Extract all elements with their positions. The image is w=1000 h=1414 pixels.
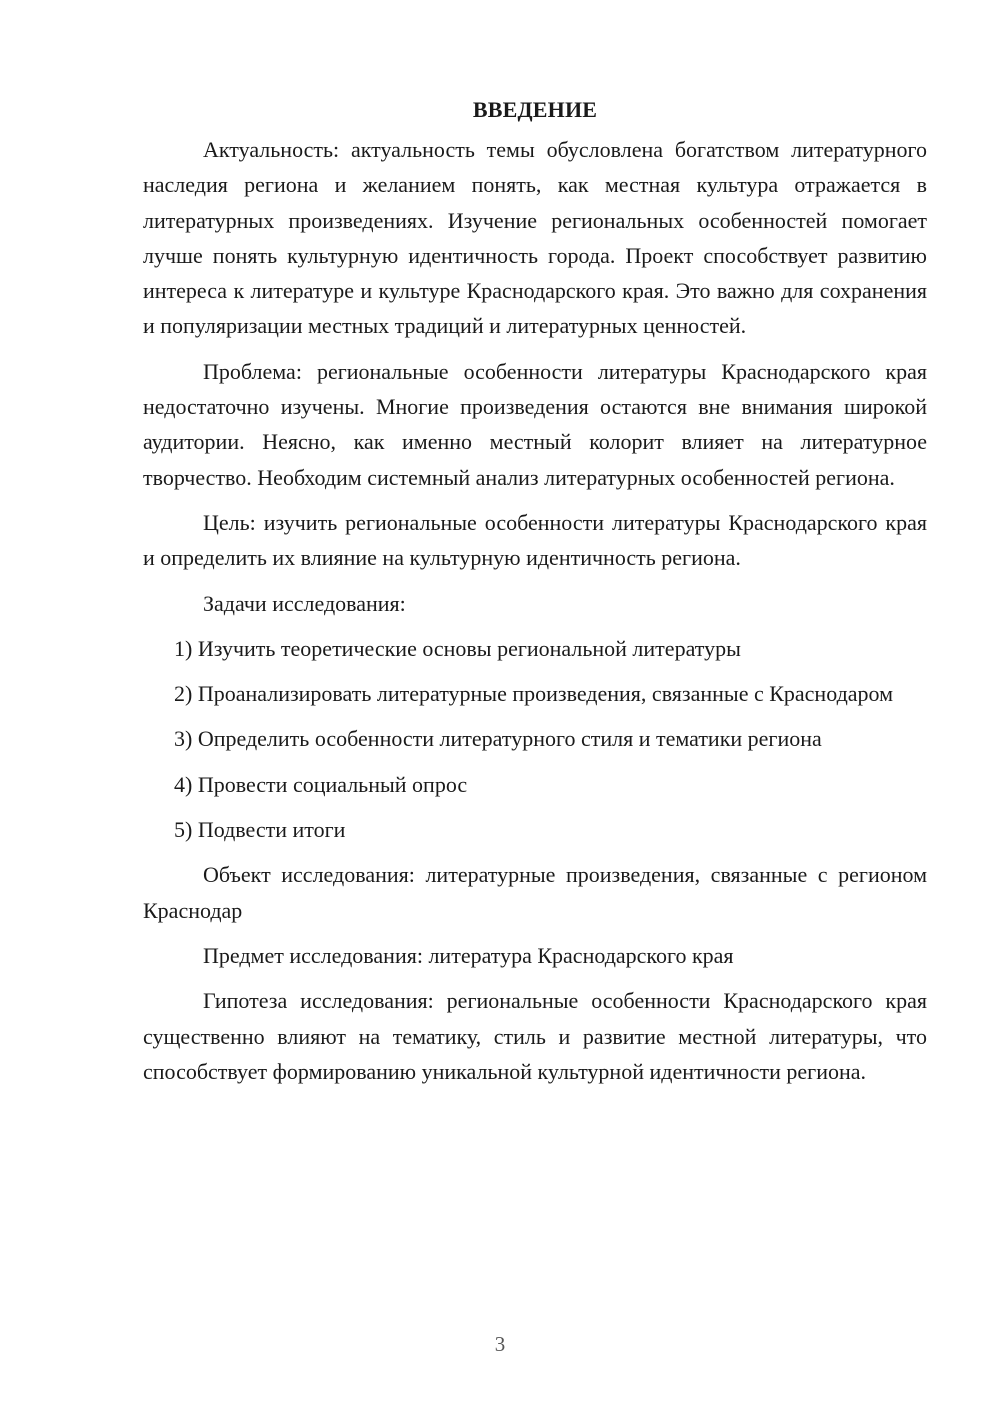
task-item-1: 1) Изучить теоретические основы региональной литературы (174, 635, 741, 661)
page-title: ВВЕДЕНИЕ (472, 97, 598, 122)
problem-paragraph: Проблема: региональные особенности литературы Краснодарского края недостаточно изучены. Многие произведения остаются вне внимания широкой аудитории. Неясно, как именно местный колорит влияет на литературное творчество. Необходим системный анализ литературных особенностей региона. (143, 358, 927, 490)
document-page (143, 92, 927, 1099)
relevance-paragraph: Актуальность: актуальность темы обусловлена богатством литературного наследия региона и желанием понять, как местная культура отражается в литературных произведениях. Изучение региональных особенностей помогает лучше понять культурную идентичность города. Проект способствует развитию интереса к литературе и культуре Краснодарского края. Это важно для сохранения и популяризации местных традиций и литературных ценностей. (143, 137, 927, 339)
tasks-heading: Задачи исследования: (203, 590, 406, 616)
subject-paragraph: Предмет исследования: литература Краснодарского края (203, 942, 734, 968)
page-number: 3 (494, 1332, 506, 1356)
hypothesis-paragraph: Гипотеза исследования: региональные особенности Краснодарского края существенно влияют на тематику, стиль и развитие местной литературы, что способствует формированию уникальной культурной идентичности региона. (143, 988, 927, 1084)
task-item-5: 5) Подвести итоги (174, 817, 346, 843)
task-item-3: 3) Определить особенности литературного стиля и тематики региона (174, 726, 822, 752)
task-item-2: 2) Проанализировать литературные произведения, связанные с Краснодаром (174, 681, 894, 707)
goal-paragraph: Цель: изучить региональные особенности литературы Краснодарского края и определить их влияние на культурную идентичность региона. (143, 509, 927, 571)
task-item-4: 4) Провести социальный опрос (174, 771, 468, 797)
object-paragraph: Объект исследования: литературные произведения, связанные с регионом Краснодар (143, 862, 927, 923)
